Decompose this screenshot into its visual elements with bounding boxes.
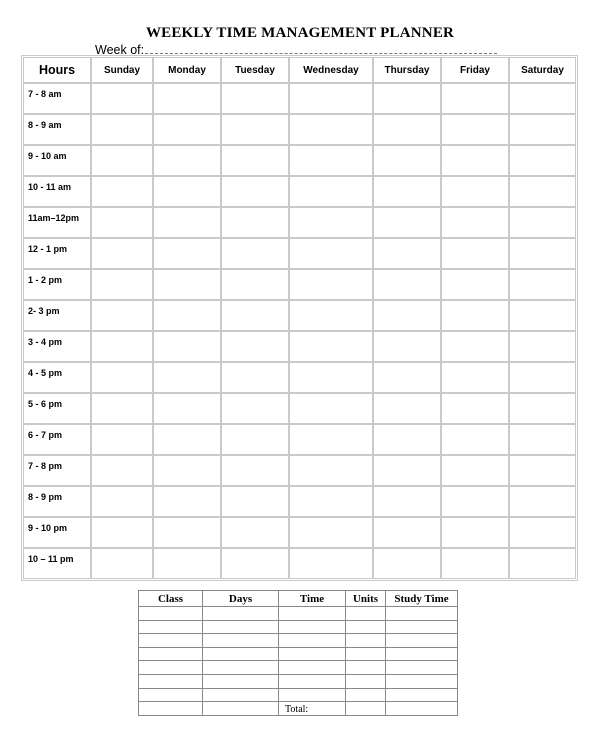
summary-cell[interactable]	[386, 647, 458, 661]
schedule-cell[interactable]	[441, 83, 509, 114]
summary-cell[interactable]	[203, 661, 279, 675]
schedule-cell[interactable]	[91, 424, 153, 455]
schedule-cell[interactable]	[221, 362, 289, 393]
schedule-cell[interactable]	[153, 300, 221, 331]
schedule-cell[interactable]	[221, 176, 289, 207]
hour-label: 2- 3 pm	[23, 300, 91, 331]
schedule-cell[interactable]	[509, 548, 576, 579]
schedule-cell[interactable]	[441, 517, 509, 548]
schedule-cell[interactable]	[373, 238, 441, 269]
schedule-cell[interactable]	[373, 269, 441, 300]
summary-cell[interactable]	[346, 620, 386, 634]
summary-cell[interactable]	[279, 620, 346, 634]
schedule-cell[interactable]	[509, 362, 576, 393]
schedule-cell[interactable]	[441, 362, 509, 393]
schedule-cell[interactable]	[509, 486, 576, 517]
hour-row	[23, 176, 576, 207]
summary-cell[interactable]	[386, 620, 458, 634]
schedule-cell[interactable]	[509, 83, 576, 114]
schedule-cell[interactable]	[289, 362, 373, 393]
summary-header-time: Time	[279, 591, 346, 607]
hour-label: 8 - 9 am	[23, 114, 91, 145]
summary-cell[interactable]	[386, 674, 458, 688]
schedule-cell[interactable]	[91, 176, 153, 207]
schedule-cell[interactable]	[289, 145, 373, 176]
schedule-cell[interactable]	[373, 486, 441, 517]
schedule-cell[interactable]	[221, 393, 289, 424]
schedule-cell[interactable]	[91, 393, 153, 424]
hour-row	[23, 207, 576, 238]
schedule-cell[interactable]	[153, 517, 221, 548]
summary-row	[139, 620, 458, 634]
summary-cell[interactable]	[346, 634, 386, 648]
schedule-cell[interactable]	[373, 517, 441, 548]
schedule-cell[interactable]	[289, 424, 373, 455]
summary-row	[139, 634, 458, 648]
hour-row	[23, 114, 576, 145]
schedule-cell[interactable]	[153, 269, 221, 300]
day-header-friday: Friday	[441, 57, 509, 83]
hour-label: 8 - 9 pm	[23, 486, 91, 517]
schedule-cell[interactable]	[153, 176, 221, 207]
schedule-cell[interactable]	[373, 331, 441, 362]
schedule-cell[interactable]	[289, 238, 373, 269]
hour-row	[23, 424, 576, 455]
summary-cell[interactable]	[279, 607, 346, 621]
schedule-cell[interactable]	[221, 331, 289, 362]
hour-label: 9 - 10 am	[23, 145, 91, 176]
hour-row	[23, 486, 576, 517]
summary-header-days: Days	[203, 591, 279, 607]
schedule-cell[interactable]	[373, 548, 441, 579]
schedule-cell[interactable]	[509, 331, 576, 362]
summary-cell[interactable]	[203, 688, 279, 702]
hour-row	[23, 455, 576, 486]
hour-row	[23, 145, 576, 176]
schedule-cell[interactable]	[373, 393, 441, 424]
schedule-cell[interactable]	[509, 517, 576, 548]
total-study-time-cell[interactable]	[386, 702, 458, 716]
summary-cell[interactable]	[346, 674, 386, 688]
schedule-cell[interactable]	[91, 83, 153, 114]
summary-cell[interactable]	[203, 620, 279, 634]
summary-row	[139, 661, 458, 675]
schedule-cell[interactable]	[153, 424, 221, 455]
schedule-cell[interactable]	[509, 207, 576, 238]
hour-row	[23, 393, 576, 424]
schedule-cell[interactable]	[153, 455, 221, 486]
schedule-cell[interactable]	[441, 176, 509, 207]
summary-row	[139, 607, 458, 621]
hour-row	[23, 269, 576, 300]
schedule-cell[interactable]	[91, 548, 153, 579]
schedule-cell[interactable]	[441, 424, 509, 455]
schedule-cell[interactable]	[289, 486, 373, 517]
summary-cell[interactable]	[386, 607, 458, 621]
summary-cell[interactable]	[139, 634, 203, 648]
schedule-cell[interactable]	[153, 83, 221, 114]
schedule-cell[interactable]	[91, 238, 153, 269]
schedule-cell[interactable]	[221, 83, 289, 114]
hour-label: 4 - 5 pm	[23, 362, 91, 393]
summary-cell[interactable]	[279, 634, 346, 648]
schedule-cell[interactable]	[221, 486, 289, 517]
summary-row	[139, 674, 458, 688]
schedule-cell[interactable]	[221, 145, 289, 176]
schedule-cell[interactable]	[289, 455, 373, 486]
schedule-cell[interactable]	[221, 455, 289, 486]
total-units-cell[interactable]	[346, 702, 386, 716]
schedule-cell[interactable]	[289, 548, 373, 579]
hour-label: 5 - 6 pm	[23, 393, 91, 424]
hour-row	[23, 83, 576, 114]
summary-header-row	[139, 591, 458, 607]
schedule-cell[interactable]	[441, 145, 509, 176]
schedule-cell[interactable]	[289, 83, 373, 114]
hour-row	[23, 548, 576, 579]
schedule-cell[interactable]	[221, 517, 289, 548]
schedule-cell[interactable]	[221, 424, 289, 455]
summary-total-row	[139, 702, 458, 716]
schedule-cell[interactable]	[91, 362, 153, 393]
summary-cell[interactable]	[279, 647, 346, 661]
schedule-cell[interactable]	[441, 486, 509, 517]
day-header-tuesday: Tuesday	[221, 57, 289, 83]
hour-row	[23, 238, 576, 269]
schedule-cell[interactable]	[441, 393, 509, 424]
weekly-planner-table	[21, 55, 578, 581]
week-of-line	[145, 42, 497, 54]
day-header-sunday: Sunday	[91, 57, 153, 83]
hour-row	[23, 331, 576, 362]
schedule-cell[interactable]	[221, 300, 289, 331]
schedule-cell[interactable]	[509, 114, 576, 145]
summary-cell[interactable]	[386, 634, 458, 648]
class-summary-table	[138, 590, 458, 716]
schedule-cell[interactable]	[509, 269, 576, 300]
schedule-cell[interactable]	[91, 145, 153, 176]
summary-cell[interactable]	[346, 688, 386, 702]
total-label: Total:	[279, 702, 346, 716]
summary-header-study-time: Study Time	[386, 591, 458, 607]
schedule-cell[interactable]	[509, 238, 576, 269]
schedule-cell[interactable]	[509, 145, 576, 176]
schedule-cell[interactable]	[221, 114, 289, 145]
schedule-cell[interactable]	[289, 269, 373, 300]
schedule-cell[interactable]	[509, 300, 576, 331]
summary-cell[interactable]	[203, 634, 279, 648]
schedule-cell[interactable]	[289, 300, 373, 331]
summary-cell[interactable]	[279, 661, 346, 675]
schedule-cell[interactable]	[153, 114, 221, 145]
schedule-cell[interactable]	[289, 176, 373, 207]
page-title: WEEKLY TIME MANAGEMENT PLANNER	[145, 25, 455, 41]
day-header-thursday: Thursday	[373, 57, 441, 83]
schedule-cell[interactable]	[221, 269, 289, 300]
summary-cell[interactable]	[386, 688, 458, 702]
schedule-cell[interactable]	[441, 207, 509, 238]
summary-header-units: Units	[346, 591, 386, 607]
schedule-cell[interactable]	[153, 486, 221, 517]
schedule-cell[interactable]	[441, 300, 509, 331]
hour-label: 7 - 8 am	[23, 83, 91, 114]
summary-cell[interactable]	[139, 620, 203, 634]
schedule-cell[interactable]	[441, 269, 509, 300]
schedule-cell[interactable]	[153, 393, 221, 424]
schedule-cell[interactable]	[441, 455, 509, 486]
hour-label: 9 - 10 pm	[23, 517, 91, 548]
schedule-cell[interactable]	[441, 548, 509, 579]
schedule-cell[interactable]	[153, 207, 221, 238]
schedule-cell[interactable]	[289, 331, 373, 362]
summary-cell[interactable]	[139, 674, 203, 688]
schedule-cell[interactable]	[441, 331, 509, 362]
schedule-cell[interactable]	[373, 424, 441, 455]
schedule-cell[interactable]	[221, 207, 289, 238]
schedule-cell[interactable]	[221, 238, 289, 269]
schedule-cell[interactable]	[509, 424, 576, 455]
summary-cell[interactable]	[346, 661, 386, 675]
schedule-cell[interactable]	[153, 238, 221, 269]
schedule-cell[interactable]	[91, 207, 153, 238]
summary-cell[interactable]	[139, 702, 203, 716]
schedule-cell[interactable]	[373, 207, 441, 238]
schedule-cell[interactable]	[289, 207, 373, 238]
week-of-label: Week of:	[95, 43, 145, 57]
schedule-cell[interactable]	[91, 300, 153, 331]
schedule-cell[interactable]	[91, 517, 153, 548]
hour-row	[23, 517, 576, 548]
day-header-wednesday: Wednesday	[289, 57, 373, 83]
hour-label: 6 - 7 pm	[23, 424, 91, 455]
hour-row	[23, 362, 576, 393]
summary-cell[interactable]	[139, 661, 203, 675]
summary-cell[interactable]	[139, 607, 203, 621]
summary-cell[interactable]	[203, 647, 279, 661]
schedule-cell[interactable]	[153, 145, 221, 176]
hour-label: 12 - 1 pm	[23, 238, 91, 269]
hour-label: 7 - 8 pm	[23, 455, 91, 486]
summary-cell[interactable]	[279, 688, 346, 702]
schedule-cell[interactable]	[289, 114, 373, 145]
summary-cell[interactable]	[203, 607, 279, 621]
schedule-cell[interactable]	[509, 393, 576, 424]
hour-label: 11am–12pm	[23, 207, 91, 238]
hour-label: 3 - 4 pm	[23, 331, 91, 362]
summary-cell[interactable]	[386, 661, 458, 675]
schedule-cell[interactable]	[91, 486, 153, 517]
summary-header-class: Class	[139, 591, 203, 607]
summary-row	[139, 647, 458, 661]
summary-cell[interactable]	[139, 688, 203, 702]
schedule-cell[interactable]	[373, 455, 441, 486]
schedule-cell[interactable]	[509, 455, 576, 486]
summary-cell[interactable]	[139, 647, 203, 661]
hours-header: Hours	[23, 57, 91, 83]
summary-cell[interactable]	[203, 674, 279, 688]
summary-cell[interactable]	[279, 674, 346, 688]
schedule-cell[interactable]	[91, 114, 153, 145]
schedule-cell[interactable]	[373, 362, 441, 393]
hour-label: 1 - 2 pm	[23, 269, 91, 300]
day-header-monday: Monday	[153, 57, 221, 83]
schedule-cell[interactable]	[373, 145, 441, 176]
schedule-cell[interactable]	[441, 238, 509, 269]
schedule-cell[interactable]	[221, 548, 289, 579]
planner-header-row	[23, 57, 576, 83]
schedule-cell[interactable]	[153, 331, 221, 362]
schedule-cell[interactable]	[441, 114, 509, 145]
schedule-cell[interactable]	[91, 331, 153, 362]
hour-row	[23, 300, 576, 331]
hour-label: 10 – 11 pm	[23, 548, 91, 579]
schedule-cell[interactable]	[373, 83, 441, 114]
hour-label: 10 - 11 am	[23, 176, 91, 207]
summary-row	[139, 688, 458, 702]
summary-cell[interactable]	[346, 647, 386, 661]
day-header-saturday: Saturday	[509, 57, 576, 83]
schedule-cell[interactable]	[91, 269, 153, 300]
schedule-cell[interactable]	[289, 393, 373, 424]
summary-cell[interactable]	[203, 702, 279, 716]
schedule-cell[interactable]	[373, 114, 441, 145]
schedule-cell[interactable]	[509, 176, 576, 207]
schedule-cell[interactable]	[91, 455, 153, 486]
schedule-cell[interactable]	[289, 517, 373, 548]
schedule-cell[interactable]	[153, 548, 221, 579]
summary-cell[interactable]	[346, 607, 386, 621]
schedule-cell[interactable]	[373, 176, 441, 207]
schedule-cell[interactable]	[153, 362, 221, 393]
schedule-cell[interactable]	[373, 300, 441, 331]
